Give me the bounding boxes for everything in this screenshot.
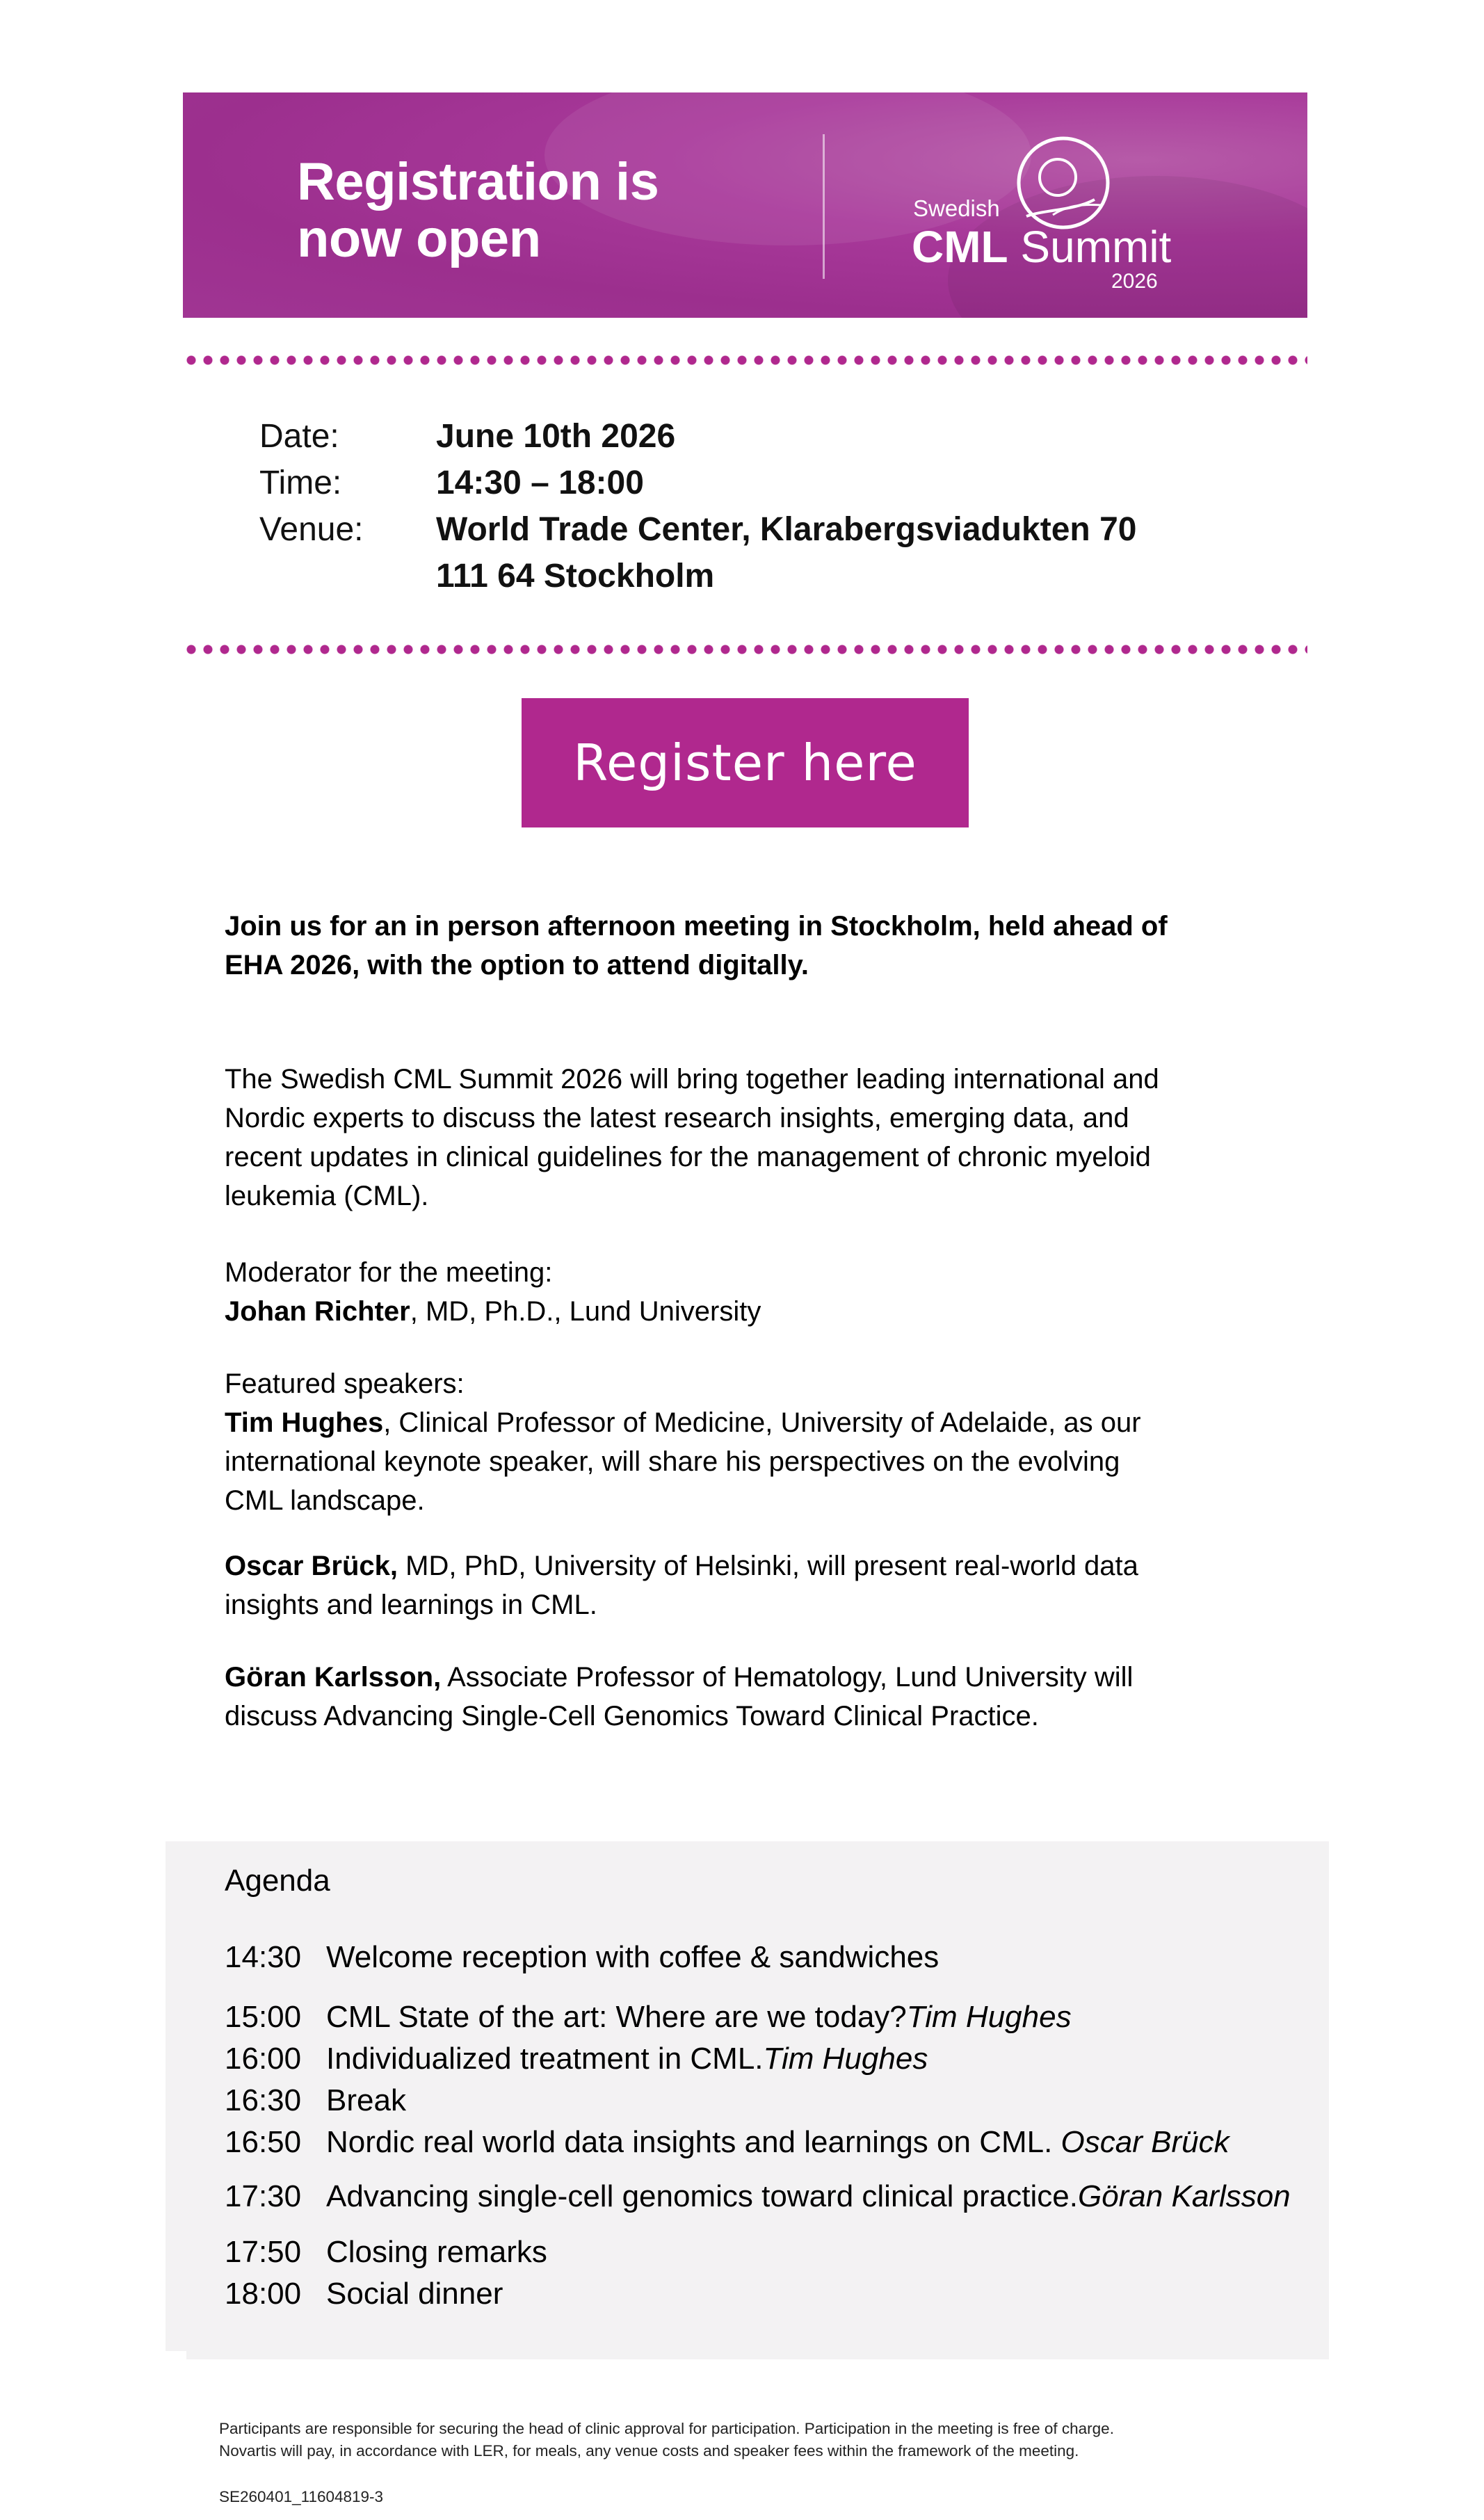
agenda-item xyxy=(225,1940,939,1975)
detail-label: Venue: xyxy=(259,511,364,548)
speaker-oscar-line xyxy=(225,1546,1309,1585)
description-line: The Swedish CML Summit 2026 will bring together leading international and xyxy=(225,1064,1159,1095)
agenda-item-title: Break xyxy=(326,2083,406,2117)
agenda-time: 14:30 xyxy=(225,1940,302,1974)
moderator-name: Johan Richter xyxy=(225,1296,410,1327)
agenda-time: 18:00 xyxy=(225,2277,302,2311)
agenda-item-title: Individualized treatment in CML. xyxy=(326,2042,764,2076)
agenda-item-title: Nordic real world data insights and learnings on CML. xyxy=(326,2125,1053,2159)
speaker-detail: insights and learnings in CML. xyxy=(225,1590,597,1620)
agenda-time: 17:30 xyxy=(225,2179,302,2213)
moderator-section xyxy=(225,1253,1309,1331)
agenda-item-title: Welcome reception with coffee & sandwiches xyxy=(326,1940,939,1974)
event-details xyxy=(259,413,1136,599)
detail-row-date xyxy=(259,413,1136,460)
detail-value: 14:30 – 18:00 xyxy=(436,465,644,501)
agenda-item xyxy=(225,2125,1229,2160)
agenda-time: 17:50 xyxy=(225,2235,302,2269)
agenda-time: 16:30 xyxy=(225,2083,302,2117)
agenda-item xyxy=(225,2235,547,2270)
agenda-speaker: Tim Hughes xyxy=(763,2042,928,2076)
detail-label: Date: xyxy=(259,418,339,455)
agenda-item xyxy=(225,2000,1072,2035)
agenda-item-title: CML State of the art: Where are we today? xyxy=(326,2000,907,2034)
moderator-line xyxy=(225,1292,1309,1331)
logo-cml-text: CML xyxy=(912,222,1008,272)
logo-year-text: 2026 xyxy=(1111,270,1158,293)
footer-disclaimer-line: Participants are responsible for securing the head of clinic approval for participation. Participation in the meeting is free of charge. xyxy=(219,2420,1114,2437)
speaker-goran-line xyxy=(225,1658,1309,1697)
speaker-name: Oscar Brück, xyxy=(225,1551,398,1581)
agenda-time: 16:00 xyxy=(225,2042,302,2076)
agenda-panel-notch xyxy=(166,2351,186,2359)
agenda-title: Agenda xyxy=(225,1864,330,1898)
detail-row-venue xyxy=(259,506,1136,553)
speaker-detail: discuss Advancing Single-Cell Genomics Toward Clinical Practice. xyxy=(225,1701,1039,1731)
dotted-divider xyxy=(183,355,1307,366)
speaker-tim-line xyxy=(225,1403,1309,1442)
detail-label xyxy=(259,553,436,599)
description-text xyxy=(225,1060,1309,1215)
agenda-speaker: Oscar Brück xyxy=(1052,2125,1229,2159)
speaker-name: Tim Hughes xyxy=(225,1407,384,1438)
intro-text xyxy=(225,907,1309,985)
agenda-speaker: Göran Karlsson xyxy=(1077,2179,1291,2213)
description-line: Nordic experts to discuss the latest research insights, emerging data, and xyxy=(225,1103,1129,1133)
speaker-goran xyxy=(225,1658,1309,1736)
speaker-name: Göran Karlsson, xyxy=(225,1662,442,1693)
speakers-section xyxy=(225,1364,1309,1520)
speaker-oscar xyxy=(225,1546,1309,1624)
detail-row-address xyxy=(259,553,1136,599)
agenda-item xyxy=(225,2277,503,2311)
agenda-speaker: Tim Hughes xyxy=(906,2000,1072,2034)
agenda-item xyxy=(225,2042,928,2076)
moderator-detail: , MD, Ph.D., Lund University xyxy=(410,1296,761,1327)
footer-disclaimer-line: Novartis will pay, in accordance with LER, for meals, any venue costs and speaker fees within the framework of the meeting. xyxy=(219,2442,1079,2460)
logo-wordmark xyxy=(912,222,1172,272)
description-line: leukemia (CML). xyxy=(225,1181,429,1211)
agenda-item xyxy=(225,2083,406,2118)
agenda-item-title: Social dinner xyxy=(326,2277,503,2311)
detail-value: World Trade Center, Klarabergsviadukten 70 xyxy=(436,511,1137,548)
detail-label: Time: xyxy=(259,465,342,501)
banner-divider xyxy=(823,134,825,279)
agenda-time: 16:50 xyxy=(225,2125,302,2159)
footer-reference-code: SE260401_11604819-3 xyxy=(219,2488,384,2505)
register-button[interactable]: Register here xyxy=(522,698,969,827)
speakers-heading: Featured speakers: xyxy=(225,1368,465,1399)
agenda-item-title: Advancing single-cell genomics toward clinical practice. xyxy=(326,2179,1078,2213)
dotted-divider xyxy=(183,644,1307,655)
detail-value: June 10th 2026 xyxy=(436,418,676,455)
intro-line: Join us for an in person afternoon meeting in Stockholm, held ahead of xyxy=(225,911,1168,942)
logo-swedish-text: Swedish xyxy=(913,195,1000,221)
detail-value: 111 64 Stockholm xyxy=(436,558,715,595)
description-line: recent updates in clinical guidelines for the management of chronic myeloid xyxy=(225,1142,1151,1172)
moderator-heading: Moderator for the meeting: xyxy=(225,1257,553,1288)
speaker-detail: MD, PhD, University of Helsinki, will present real-world data xyxy=(398,1551,1138,1581)
agenda-item-title: Closing remarks xyxy=(326,2235,547,2269)
speaker-detail: international keynote speaker, will share his perspectives on the evolving xyxy=(225,1446,1120,1477)
banner-headline: Registration is now open xyxy=(297,152,659,268)
speaker-detail: CML landscape. xyxy=(225,1485,425,1516)
agenda-item xyxy=(225,2179,1291,2214)
agenda-time: 15:00 xyxy=(225,2000,302,2034)
registration-banner xyxy=(183,92,1307,318)
detail-row-time xyxy=(259,460,1136,506)
speaker-detail: Associate Professor of Hematology, Lund University will xyxy=(441,1662,1134,1693)
intro-line: EHA 2026, with the option to attend digitally. xyxy=(225,950,809,980)
speaker-detail: , Clinical Professor of Medicine, University of Adelaide, as our xyxy=(383,1407,1141,1438)
logo-summit-text: Summit xyxy=(1008,222,1172,272)
